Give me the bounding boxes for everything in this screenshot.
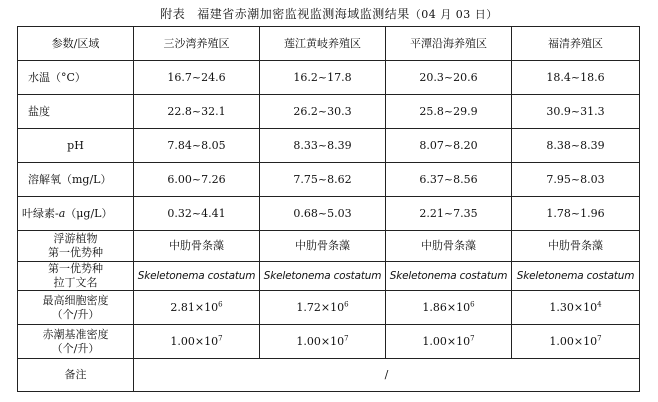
table-row-threshold-density	[18, 325, 640, 359]
table-row-latin-name	[18, 262, 640, 291]
table-cell	[260, 325, 386, 359]
table-cell: 7.95~8.03	[512, 163, 640, 197]
table-cell	[386, 325, 512, 359]
value-mantissa: 1.00×10	[296, 334, 345, 348]
value-exponent: 7	[470, 333, 475, 342]
monitoring-results-table	[17, 26, 640, 392]
table-caption	[0, 5, 658, 22]
table-cell	[512, 291, 640, 325]
table-cell: Skeletonema costatum	[386, 262, 512, 291]
value-exponent: 6	[344, 299, 349, 308]
row-label-line1: 浮游植物	[53, 232, 98, 245]
table-cell: 25.8~29.9	[386, 95, 512, 129]
value-mantissa: 1.00×10	[422, 334, 471, 348]
table-cell	[260, 291, 386, 325]
table-cell	[512, 325, 640, 359]
table-cell: 中肋骨条藻	[260, 231, 386, 262]
row-label-italic: a	[58, 206, 66, 220]
row-label-line2: （个/升）	[51, 307, 100, 321]
value-exponent: 7	[218, 333, 223, 342]
header-param-area: 参数/区域	[18, 27, 134, 61]
table-cell: 中肋骨条藻	[386, 231, 512, 262]
value-mantissa: 1.72×10	[296, 300, 345, 314]
table-row-temperature	[18, 61, 640, 95]
row-label-line1: 最高细胞密度	[42, 293, 109, 307]
table-cell: 0.68~5.03	[260, 197, 386, 231]
table-cell: 6.00~7.26	[134, 163, 260, 197]
table-row-dissolved-oxygen	[18, 163, 640, 197]
table-cell: 30.9~31.3	[512, 95, 640, 129]
table-row-salinity	[18, 95, 640, 129]
table-cell: 20.3~20.6	[386, 61, 512, 95]
table-cell: 1.78~1.96	[512, 197, 640, 231]
remarks-cell: /	[134, 359, 640, 392]
header-area-fuqing: 福清养殖区	[512, 27, 640, 61]
row-label: 溶解氧（mg/L）	[18, 163, 134, 197]
table-cell: 8.33~8.39	[260, 129, 386, 163]
row-label: 备注	[18, 359, 134, 392]
value-exponent: 6	[218, 299, 223, 308]
row-label-line2: （个/升）	[51, 341, 100, 355]
row-label-line1: 赤潮基准密度	[42, 327, 109, 341]
table-cell: 2.21~7.35	[386, 197, 512, 231]
row-label	[18, 231, 134, 262]
value-mantissa: 1.00×10	[549, 334, 598, 348]
caption-date: （04 月 03 日）	[409, 8, 498, 21]
table-cell: 6.37~8.56	[386, 163, 512, 197]
header-area-sansha: 三沙湾养殖区	[134, 27, 260, 61]
table-row-max-density	[18, 291, 640, 325]
table-cell: 中肋骨条藻	[512, 231, 640, 262]
row-label-suffix: （μg/L）	[65, 206, 113, 220]
row-label: pH	[18, 129, 134, 163]
value-mantissa: 1.30×10	[549, 300, 598, 314]
table-cell: Skeletonema costatum	[134, 262, 260, 291]
value-mantissa: 1.86×10	[422, 300, 471, 314]
table-cell	[386, 291, 512, 325]
table-header-row	[18, 27, 640, 61]
value-exponent: 7	[597, 333, 602, 342]
row-label	[18, 291, 134, 325]
table-cell: Skeletonema costatum	[512, 262, 640, 291]
table-cell: 8.38~8.39	[512, 129, 640, 163]
header-area-pingtan: 平潭沿海养殖区	[386, 27, 512, 61]
caption-label: 附表	[160, 7, 186, 21]
row-label-line2: 第一优势种	[48, 246, 103, 259]
row-label	[18, 197, 134, 231]
row-label	[18, 325, 134, 359]
table-cell: 7.75~8.62	[260, 163, 386, 197]
table-row-dominant-species	[18, 231, 640, 262]
value-exponent: 6	[470, 299, 475, 308]
table-cell: 7.84~8.05	[134, 129, 260, 163]
value-mantissa: 1.00×10	[170, 334, 219, 348]
value-mantissa: 2.81×10	[170, 300, 219, 314]
table-cell: 中肋骨条藻	[134, 231, 260, 262]
table-cell	[134, 325, 260, 359]
row-label: 盐度	[18, 95, 134, 129]
table-cell: 0.32~4.41	[134, 197, 260, 231]
table-cell: 18.4~18.6	[512, 61, 640, 95]
table-cell: 26.2~30.3	[260, 95, 386, 129]
caption-title: 福建省赤潮加密监视监测海域监测结果	[197, 7, 410, 21]
table-row-remarks	[18, 359, 640, 392]
value-exponent: 7	[344, 333, 349, 342]
table-row-chlorophyll	[18, 197, 640, 231]
table-cell: 22.8~32.1	[134, 95, 260, 129]
row-label	[18, 262, 134, 291]
row-label: 水温（°C）	[18, 61, 134, 95]
table-row-ph	[18, 129, 640, 163]
table-cell	[134, 291, 260, 325]
row-label-prefix: 叶绿素-	[22, 206, 59, 220]
table-cell: 8.07~8.20	[386, 129, 512, 163]
table-cell: 16.2~17.8	[260, 61, 386, 95]
table-cell: 16.7~24.6	[134, 61, 260, 95]
row-label-line1: 第一优势种	[48, 262, 103, 275]
header-area-lianjiang: 莲江黄岐养殖区	[260, 27, 386, 61]
value-exponent: 4	[597, 299, 602, 308]
table-cell: Skeletonema costatum	[260, 262, 386, 291]
row-label-line2: 拉丁文名	[53, 276, 98, 289]
